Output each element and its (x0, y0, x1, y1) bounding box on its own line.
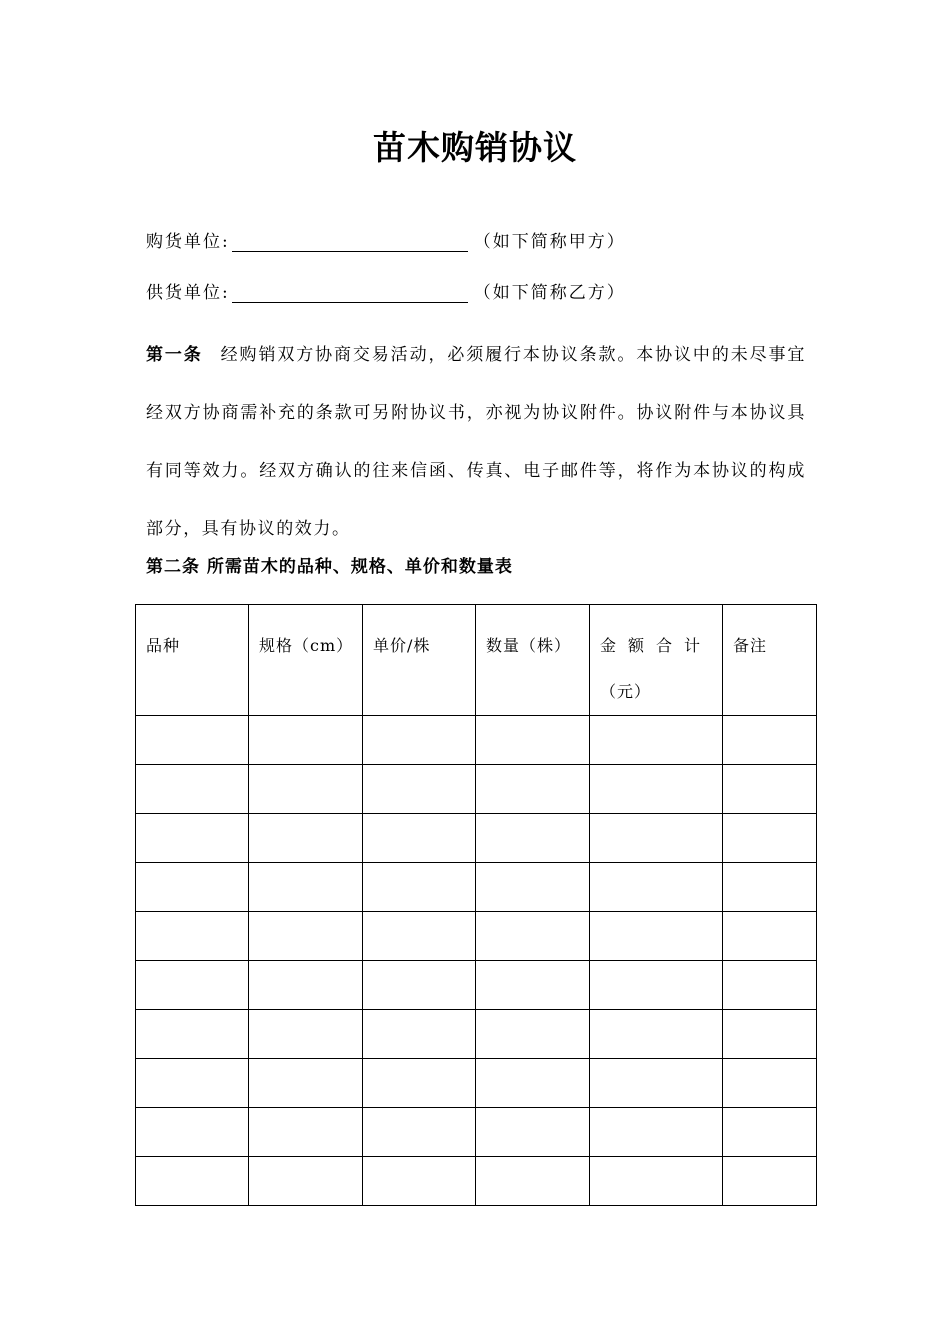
table-cell[interactable] (723, 912, 817, 961)
article-two-heading: 第二条 所需苗木的品种、规格、单价和数量表 (146, 557, 513, 577)
goods-table (135, 604, 817, 1206)
supplier-label: 供货单位: (146, 283, 230, 303)
header-variety: 品种 (136, 605, 249, 716)
table-row (136, 765, 817, 814)
table-cell[interactable] (136, 1010, 249, 1059)
table-cell[interactable] (723, 1108, 817, 1157)
table-cell[interactable] (476, 1059, 590, 1108)
table-cell[interactable] (590, 1157, 723, 1206)
table-cell[interactable] (476, 1157, 590, 1206)
article-one (146, 326, 806, 558)
table-row (136, 814, 817, 863)
header-spec: 规格（cm） (249, 605, 363, 716)
table-cell[interactable] (136, 912, 249, 961)
header-amount (590, 605, 723, 716)
table-cell[interactable] (249, 814, 363, 863)
table-cell[interactable] (249, 912, 363, 961)
table-cell[interactable] (723, 1010, 817, 1059)
table-cell[interactable] (249, 1157, 363, 1206)
table-cell[interactable] (136, 1157, 249, 1206)
table-cell[interactable] (363, 961, 476, 1010)
table-cell[interactable] (590, 912, 723, 961)
table-row (136, 1157, 817, 1206)
header-remarks: 备注 (723, 605, 817, 716)
table-cell[interactable] (249, 961, 363, 1010)
table-cell[interactable] (590, 765, 723, 814)
buyer-line (146, 228, 626, 256)
table-cell[interactable] (723, 961, 817, 1010)
table-cell[interactable] (363, 863, 476, 912)
table-cell[interactable] (249, 1059, 363, 1108)
table-cell[interactable] (363, 814, 476, 863)
supplier-line (146, 279, 626, 307)
table-cell[interactable] (476, 863, 590, 912)
table-cell[interactable] (476, 912, 590, 961)
table-cell[interactable] (476, 716, 590, 765)
table-cell[interactable] (723, 765, 817, 814)
table-cell[interactable] (363, 716, 476, 765)
table-cell[interactable] (476, 1010, 590, 1059)
supplier-note: （如下简称乙方） (473, 283, 626, 303)
table-cell[interactable] (723, 716, 817, 765)
table-cell[interactable] (136, 716, 249, 765)
table-cell[interactable] (590, 1108, 723, 1157)
article-one-text: 经购销双方协商交易活动，必须履行本协议条款。本协议中的未尽事宜经双方协商需补充的条款可另附协议书，亦视为协议附件。协议附件与本协议具有同等效力。经双方确认的往来信函、传真、电子邮件等，将作为本协议的构成部分，具有协议的效力。 (146, 345, 806, 539)
table-cell[interactable] (136, 1059, 249, 1108)
table-cell[interactable] (476, 765, 590, 814)
table-cell[interactable] (476, 1108, 590, 1157)
table-body (136, 716, 817, 1206)
table-cell[interactable] (363, 1157, 476, 1206)
table-cell[interactable] (136, 961, 249, 1010)
header-quantity: 数量（株） (476, 605, 590, 716)
table-cell[interactable] (249, 1010, 363, 1059)
buyer-label: 购货单位: (146, 232, 230, 252)
buyer-blank-field[interactable] (232, 233, 468, 252)
table-cell[interactable] (363, 912, 476, 961)
table-cell[interactable] (249, 765, 363, 814)
table-cell[interactable] (476, 961, 590, 1010)
table-row (136, 716, 817, 765)
table-row (136, 1010, 817, 1059)
table-cell[interactable] (249, 716, 363, 765)
table-cell[interactable] (136, 1108, 249, 1157)
table-row (136, 863, 817, 912)
table-cell[interactable] (136, 765, 249, 814)
table-cell[interactable] (363, 765, 476, 814)
table-cell[interactable] (476, 814, 590, 863)
table-cell[interactable] (590, 961, 723, 1010)
table-cell[interactable] (590, 1010, 723, 1059)
table-row (136, 1059, 817, 1108)
table-cell[interactable] (723, 1059, 817, 1108)
table-cell[interactable] (136, 863, 249, 912)
table-row (136, 912, 817, 961)
table-cell[interactable] (249, 1108, 363, 1157)
table-cell[interactable] (723, 814, 817, 863)
table-row (136, 961, 817, 1010)
table-cell[interactable] (363, 1059, 476, 1108)
buyer-note: （如下简称甲方） (473, 232, 626, 252)
table-cell[interactable] (590, 863, 723, 912)
table-cell[interactable] (363, 1010, 476, 1059)
table-cell[interactable] (723, 1157, 817, 1206)
header-amount-label: 金额合计 (600, 636, 713, 655)
supplier-blank-field[interactable] (232, 284, 468, 303)
table-cell[interactable] (363, 1108, 476, 1157)
header-amount-unit: （元） (600, 682, 652, 701)
table-cell[interactable] (136, 814, 249, 863)
table-cell[interactable] (590, 716, 723, 765)
header-unit-price: 单价/株 (363, 605, 476, 716)
table-cell[interactable] (723, 863, 817, 912)
document-title: 苗木购销协议 (373, 128, 577, 167)
table-header-row (136, 605, 817, 716)
article-one-heading: 第一条 (146, 345, 203, 365)
table-row (136, 1108, 817, 1157)
table-cell[interactable] (249, 863, 363, 912)
table-cell[interactable] (590, 814, 723, 863)
table-cell[interactable] (590, 1059, 723, 1108)
